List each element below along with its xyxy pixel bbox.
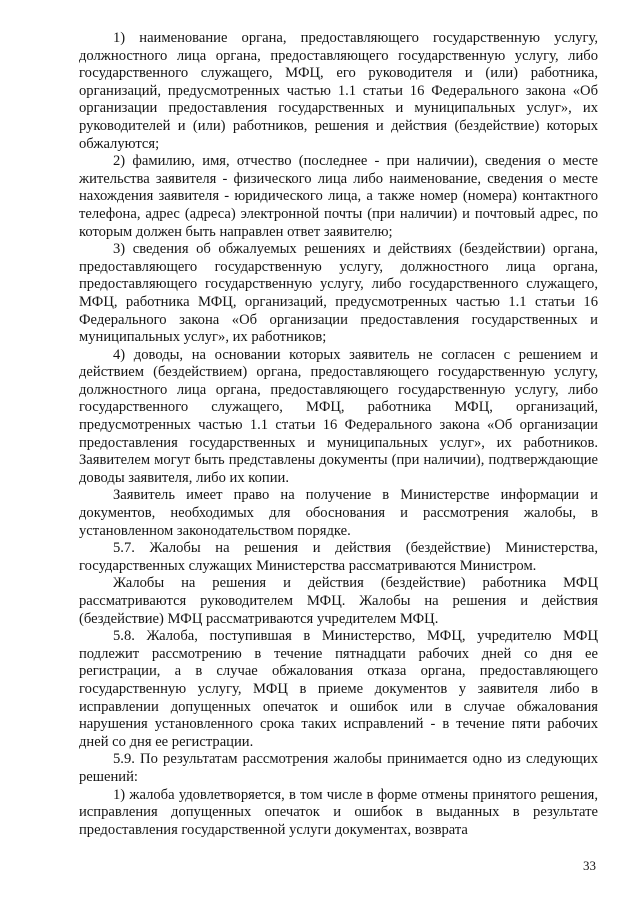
paragraph-5-8: 5.8. Жалоба, поступившая в Министерство, МФЦ, учредителю МФЦ подлежит рассмотрению в течение пятнадцати рабочих дней со дня ее регистрации, а в случае обжалования отказа органа, предоставляющего государственную услугу, МФЦ в приеме документов у заявителя либо в исправлении допущенных опечаток и ошибок или в случае обжалования нарушения установленного срока таких исправлений - в течение пяти рабочих дней со дня ее регистрации. [79,628,598,750]
paragraph-item-1: 1) наименование органа, предоставляющего государственную услугу, должностного лица органа, предоставляющего государственную услугу, либо государственного служащего, МФЦ, его руководителя и (или) работника, организаций, предусмотренных частью 1.1 статьи 16 Федерального закона «Об организации предоставления государственных и муниципальных услуг», их руководителей и (или) работников, решения и действия (бездействие) которых обжалуются; [79,30,598,152]
paragraph-5-7: 5.7. Жалобы на решения и действия (бездействие) Министерства, государственных служащих Министерства рассматриваются Министром. [79,540,598,574]
paragraph-5-9: 5.9. По результатам рассмотрения жалобы принимается одно из следующих решений: [79,751,598,785]
paragraph-item-4: 4) доводы, на основании которых заявитель не согласен с решением и действием (бездействием) органа, предоставляющего государственную услугу, должностного лица органа, предоставляющего государственную услугу, либо государственного служащего, МФЦ, работника МФЦ, организаций, предусмотренных частью 1.1 статьи 16 Федерального закона «Об организации предоставления государственных и муниципальных услуг», их работников. Заявителем могут быть представлены документы (при наличии), подтверждающие доводы заявителя, либо их копии. [79,346,598,486]
paragraph-item-2: 2) фамилию, имя, отчество (последнее - при наличии), сведения о месте жительства заявителя - физического лица либо наименование, сведения о месте нахождения заявителя - юридического лица, а также номер (номера) контактного телефона, адрес (адреса) электронной почты (при наличии) и почтовый адрес, по которым должен быть направлен ответ заявителю; [79,153,598,240]
paragraph-mfc-complaints: Жалобы на решения и действия (бездействие) работника МФЦ рассматриваются руководителем МФЦ. Жалобы на решения и действия (бездействие) МФЦ рассматриваются учредителем МФЦ. [79,575,598,627]
page-number: 33 [583,858,596,873]
paragraph-item-3: 3) сведения об обжалуемых решениях и действиях (бездействии) органа, предоставляющего государственную услугу, должностного лица органа, предоставляющего государственную услугу, либо государственного служащего, МФЦ, работника МФЦ, организаций, предусмотренных частью 1.1 статьи 16 Федерального закона «Об организации предоставления государственных и муниципальных услуг», их работников; [79,241,598,346]
paragraph-applicant-rights: Заявитель имеет право на получение в Министерстве информации и документов, необходимых для обоснования и рассмотрения жалобы, в установленном законодательством порядке. [79,487,598,539]
paragraph-decision-1: 1) жалоба удовлетворяется, в том числе в форме отмены принятого решения, исправления допущенных опечаток и ошибок в выданных в результате предоставления государственной услуги документах, возврата [79,786,598,838]
